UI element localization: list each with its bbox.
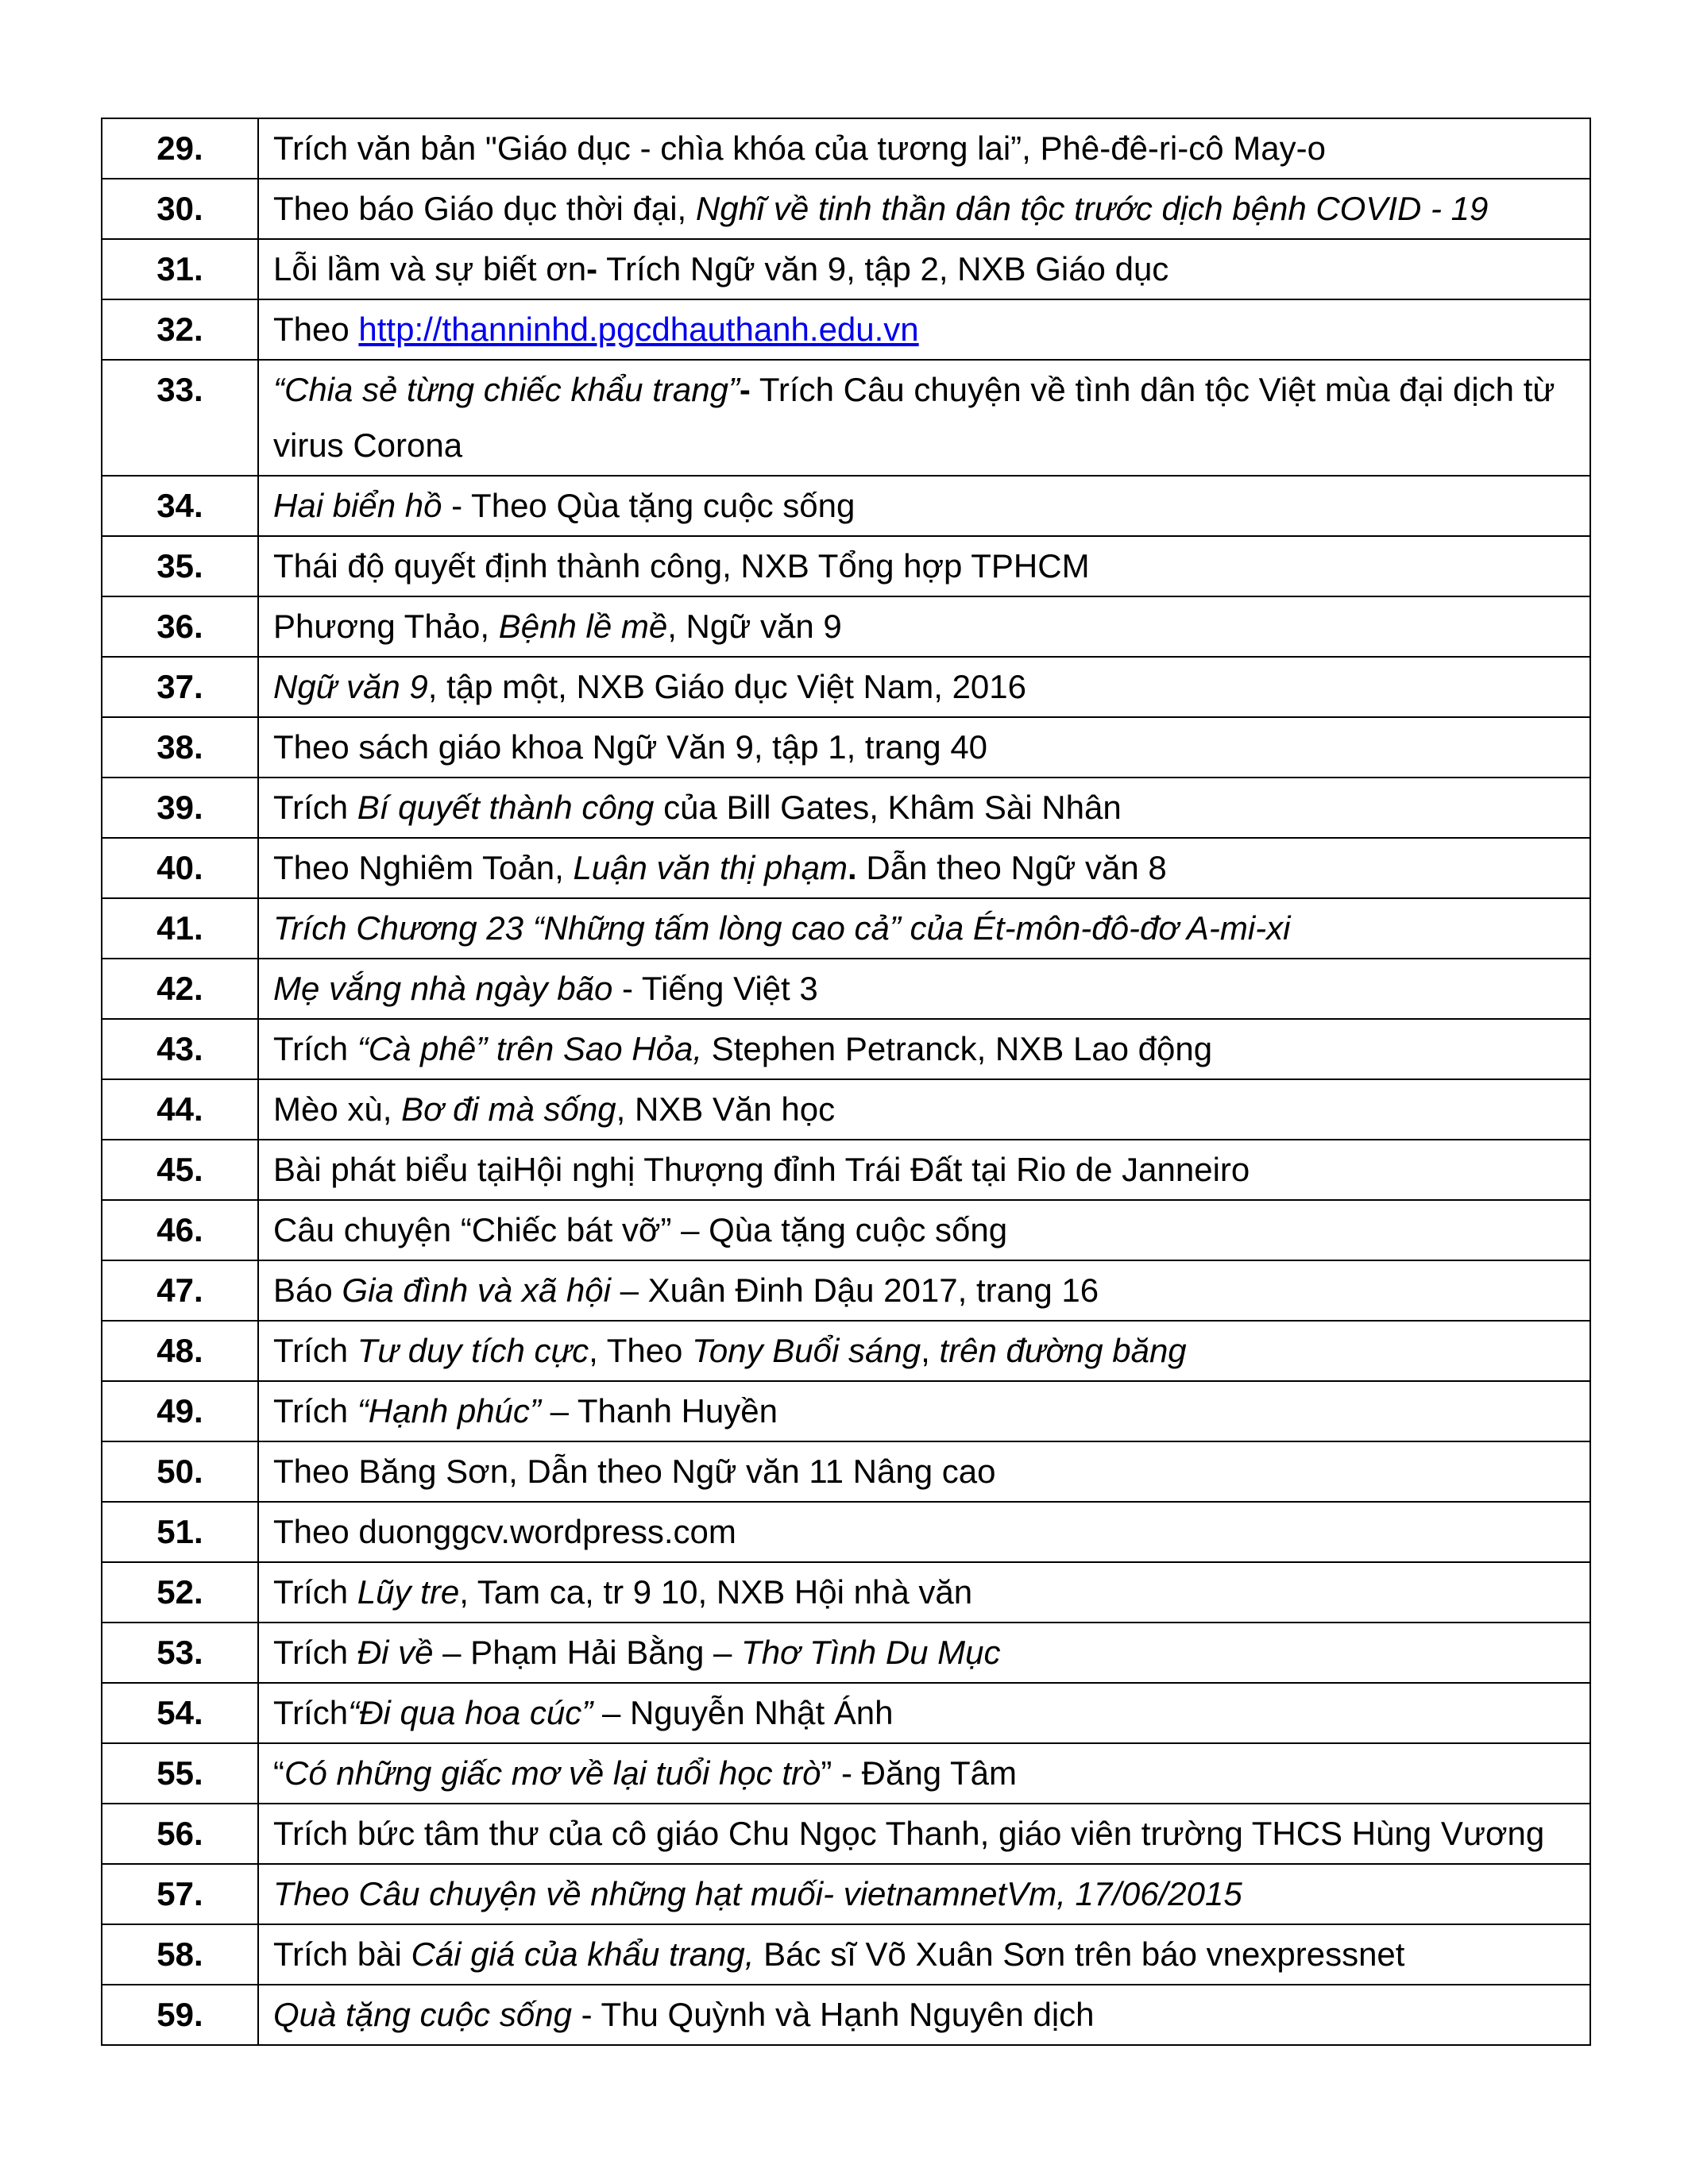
table-row	[102, 1683, 1590, 1743]
reference-text	[258, 1019, 1590, 1079]
reference-segment: Trích	[273, 1392, 357, 1430]
reference-segment: Phương Thảo,	[273, 608, 499, 645]
row-number: 37.	[102, 657, 258, 717]
table-row	[102, 898, 1590, 959]
reference-segment: Mèo xù,	[273, 1090, 402, 1128]
reference-segment: Bơ đi mà sống	[401, 1090, 616, 1128]
row-number: 46.	[102, 1200, 258, 1260]
reference-text	[258, 657, 1590, 717]
table-row	[102, 1260, 1590, 1321]
reference-segment: Báo	[273, 1271, 342, 1309]
reference-segment: Theo Câu chuyện về những hạt muối- vietnamnetVm, 17/06/2015	[273, 1875, 1242, 1912]
reference-segment: “Hạnh phúc”	[357, 1392, 541, 1430]
reference-segment: - Theo Qùa tặng cuộc sống	[442, 487, 856, 524]
reference-segment: Mẹ vắng nhà ngày bão	[273, 970, 613, 1007]
reference-segment: ” - Đăng Tâm	[821, 1754, 1017, 1792]
reference-segment: – Nguyễn Nhật Ánh	[593, 1694, 894, 1731]
reference-text	[258, 717, 1590, 778]
reference-text	[258, 1683, 1590, 1743]
reference-segment: Trích Ngữ văn 9, tập 2, NXB Giáo dục	[597, 250, 1169, 287]
row-number: 52.	[102, 1562, 258, 1623]
row-number: 55.	[102, 1743, 258, 1804]
table-row	[102, 1079, 1590, 1140]
reference-text	[258, 898, 1590, 959]
table-row	[102, 1140, 1590, 1200]
row-number: 44.	[102, 1079, 258, 1140]
reference-segment: Trích văn bản "Giáo dục - chìa khóa của tương lai”, Phê-đê-ri-cô May-o	[273, 129, 1326, 167]
reference-segment: Trích bài	[273, 1935, 411, 1973]
reference-segment: , Ngữ văn 9	[667, 608, 842, 645]
references-table	[101, 118, 1591, 2046]
table-row	[102, 1200, 1590, 1260]
row-number: 49.	[102, 1381, 258, 1441]
table-row	[102, 239, 1590, 299]
reference-segment: của Bill Gates, Khâm Sài Nhân	[654, 789, 1122, 826]
reference-segment: -	[739, 371, 751, 408]
reference-text	[258, 536, 1590, 596]
row-number: 53.	[102, 1623, 258, 1683]
row-number: 36.	[102, 596, 258, 657]
reference-segment: Lũy tre	[357, 1573, 460, 1611]
reference-segment: Theo Nghiêm Toản,	[273, 849, 574, 886]
reference-text	[258, 1804, 1590, 1864]
reference-text	[258, 1864, 1590, 1924]
table-row	[102, 838, 1590, 898]
reference-text	[258, 1985, 1590, 2045]
row-number: 33.	[102, 360, 258, 476]
reference-segment: , Theo	[589, 1332, 693, 1369]
table-row	[102, 596, 1590, 657]
table-row	[102, 1441, 1590, 1502]
reference-segment: - Tiếng Việt 3	[612, 970, 818, 1007]
reference-text	[258, 1743, 1590, 1804]
reference-segment: Theo sách giáo khoa Ngữ Văn 9, tập 1, trang 40	[273, 728, 988, 766]
reference-segment: Câu chuyện “Chiếc bát vỡ” – Qùa tặng cuộc sống	[273, 1211, 1008, 1248]
reference-text	[258, 838, 1590, 898]
table-row	[102, 536, 1590, 596]
reference-text	[258, 1079, 1590, 1140]
table-row	[102, 1502, 1590, 1562]
reference-segment: – Phạm Hải Bằng –	[433, 1634, 742, 1671]
reference-text	[258, 1140, 1590, 1200]
reference-segment: Luận văn thị phạm	[573, 849, 848, 886]
row-number: 29.	[102, 118, 258, 179]
table-row	[102, 179, 1590, 239]
row-number: 30.	[102, 179, 258, 239]
reference-segment: Gia đình và xã hội	[342, 1271, 611, 1309]
reference-text	[258, 1562, 1590, 1623]
row-number: 39.	[102, 778, 258, 838]
row-number: 48.	[102, 1321, 258, 1381]
reference-text	[258, 778, 1590, 838]
row-number: 41.	[102, 898, 258, 959]
reference-text	[258, 299, 1590, 360]
reference-segment: , NXB Văn học	[616, 1090, 836, 1128]
reference-text	[258, 239, 1590, 299]
reference-text	[258, 179, 1590, 239]
reference-segment: Theo Băng Sơn, Dẫn theo Ngữ văn 11 Nâng cao	[273, 1453, 996, 1490]
reference-segment: Bí quyết thành công	[357, 789, 655, 826]
reference-segment: Quà tặng cuộc sống	[273, 1996, 572, 2033]
row-number: 54.	[102, 1683, 258, 1743]
reference-segment: Bài phát biểu tạiHội nghị Thượng đỉnh Trái Đất tại Rio de Janneiro	[273, 1151, 1250, 1188]
reference-segment: Tony Buổi sáng	[692, 1332, 921, 1369]
reference-text	[258, 360, 1590, 476]
table-row	[102, 1924, 1590, 1985]
reference-segment: “	[273, 1754, 284, 1792]
reference-segment: Lỗi lầm và sự biết ơn	[273, 250, 587, 287]
reference-text	[258, 596, 1590, 657]
table-row	[102, 1804, 1590, 1864]
table-row	[102, 1321, 1590, 1381]
reference-link[interactable]: http://thanninhd.pgcdhauthanh.edu.vn	[358, 311, 919, 348]
row-number: 42.	[102, 959, 258, 1019]
reference-segment: Tư duy tích cực	[357, 1332, 589, 1369]
reference-segment: - Thu Quỳnh và Hạnh Nguyên dịch	[571, 1996, 1095, 2033]
reference-segment: Trích	[273, 1634, 357, 1671]
reference-text	[258, 1441, 1590, 1502]
reference-segment: Đi về	[357, 1634, 434, 1671]
reference-segment: Trích	[273, 789, 357, 826]
reference-segment: ,	[921, 1332, 940, 1369]
reference-segment: Cái giá của khẩu trang,	[411, 1935, 755, 1973]
table-row	[102, 1864, 1590, 1924]
reference-segment: Hai biển hồ	[273, 487, 442, 524]
table-row	[102, 1985, 1590, 2045]
reference-text	[258, 118, 1590, 179]
reference-segment: Trích	[273, 1573, 357, 1611]
reference-segment: Theo duonggcv.wordpress.com	[273, 1513, 736, 1550]
table-row	[102, 1019, 1590, 1079]
reference-segment: Theo báo Giáo dục thời đại,	[273, 190, 696, 227]
row-number: 31.	[102, 239, 258, 299]
row-number: 50.	[102, 1441, 258, 1502]
reference-text	[258, 1260, 1590, 1321]
reference-segment: – Thanh Huyền	[540, 1392, 778, 1430]
reference-segment: Trích	[273, 1332, 357, 1369]
reference-segment: Trích	[273, 1030, 357, 1067]
reference-text	[258, 1623, 1590, 1683]
row-number: 59.	[102, 1985, 258, 2045]
reference-text	[258, 1502, 1590, 1562]
row-number: 35.	[102, 536, 258, 596]
reference-text	[258, 476, 1590, 536]
reference-segment: .	[848, 849, 857, 886]
table-row	[102, 118, 1590, 179]
reference-segment: “Đi qua hoa cúc”	[348, 1694, 593, 1731]
row-number: 43.	[102, 1019, 258, 1079]
reference-segment: Dẫn theo Ngữ văn 8	[856, 849, 1167, 886]
reference-text	[258, 1381, 1590, 1441]
reference-segment: Trích bức tâm thư của cô giáo Chu Ngọc Thanh, giáo viên trường THCS Hùng Vương	[273, 1815, 1545, 1852]
reference-segment: Bệnh lề mề	[498, 608, 668, 645]
row-number: 32.	[102, 299, 258, 360]
reference-segment: trên đường băng	[939, 1332, 1187, 1369]
reference-segment: -	[586, 250, 598, 287]
table-row	[102, 360, 1590, 476]
reference-segment: Trích	[273, 1694, 349, 1731]
reference-segment: Theo	[273, 311, 359, 348]
reference-text	[258, 959, 1590, 1019]
reference-segment: Bác sĩ Võ Xuân Sơn trên báo vnexpressnet	[754, 1935, 1405, 1973]
table-row	[102, 717, 1590, 778]
reference-segment: Thơ Tình Du Mục	[741, 1634, 1001, 1671]
row-number: 40.	[102, 838, 258, 898]
reference-segment: , Tam ca, tr 9 10, NXB Hội nhà văn	[459, 1573, 973, 1611]
reference-text	[258, 1924, 1590, 1985]
row-number: 47.	[102, 1260, 258, 1321]
table-row	[102, 1562, 1590, 1623]
reference-segment: Ngữ văn 9	[273, 668, 428, 705]
reference-segment: Trích Câu chuyện về tình dân tộc Việt mùa đại dịch từ virus Corona	[273, 371, 1555, 464]
reference-text	[258, 1200, 1590, 1260]
row-number: 56.	[102, 1804, 258, 1864]
table-row	[102, 778, 1590, 838]
row-number: 45.	[102, 1140, 258, 1200]
reference-segment: Trích Chương 23 “Những tấm lòng cao cả” của Ét-môn-đô-đơ A-mi-xi	[273, 909, 1291, 947]
row-number: 58.	[102, 1924, 258, 1985]
reference-segment: Thái độ quyết định thành công, NXB Tổng hợp TPHCM	[273, 547, 1090, 585]
reference-text	[258, 1321, 1590, 1381]
reference-segment: Stephen Petranck, NXB Lao động	[702, 1030, 1213, 1067]
table-row	[102, 1381, 1590, 1441]
reference-segment: – Xuân Đinh Dậu 2017, trang 16	[610, 1271, 1099, 1309]
reference-segment: Nghĩ về tinh thần dân tộc trước dịch bệnh COVID - 19	[695, 190, 1489, 227]
row-number: 38.	[102, 717, 258, 778]
references-table-body	[102, 118, 1590, 2045]
row-number: 34.	[102, 476, 258, 536]
table-row	[102, 1623, 1590, 1683]
reference-segment: Có những giấc mơ về lại tuổi học trò	[284, 1754, 821, 1792]
reference-segment: “Cà phê” trên Sao Hỏa,	[357, 1030, 703, 1067]
row-number: 57.	[102, 1864, 258, 1924]
table-row	[102, 299, 1590, 360]
table-row	[102, 476, 1590, 536]
table-row	[102, 1743, 1590, 1804]
table-row	[102, 657, 1590, 717]
row-number: 51.	[102, 1502, 258, 1562]
reference-segment: “Chia sẻ từng chiếc khẩu trang”	[273, 371, 740, 408]
reference-segment: , tập một, NXB Giáo dục Việt Nam, 2016	[427, 668, 1027, 705]
table-row	[102, 959, 1590, 1019]
